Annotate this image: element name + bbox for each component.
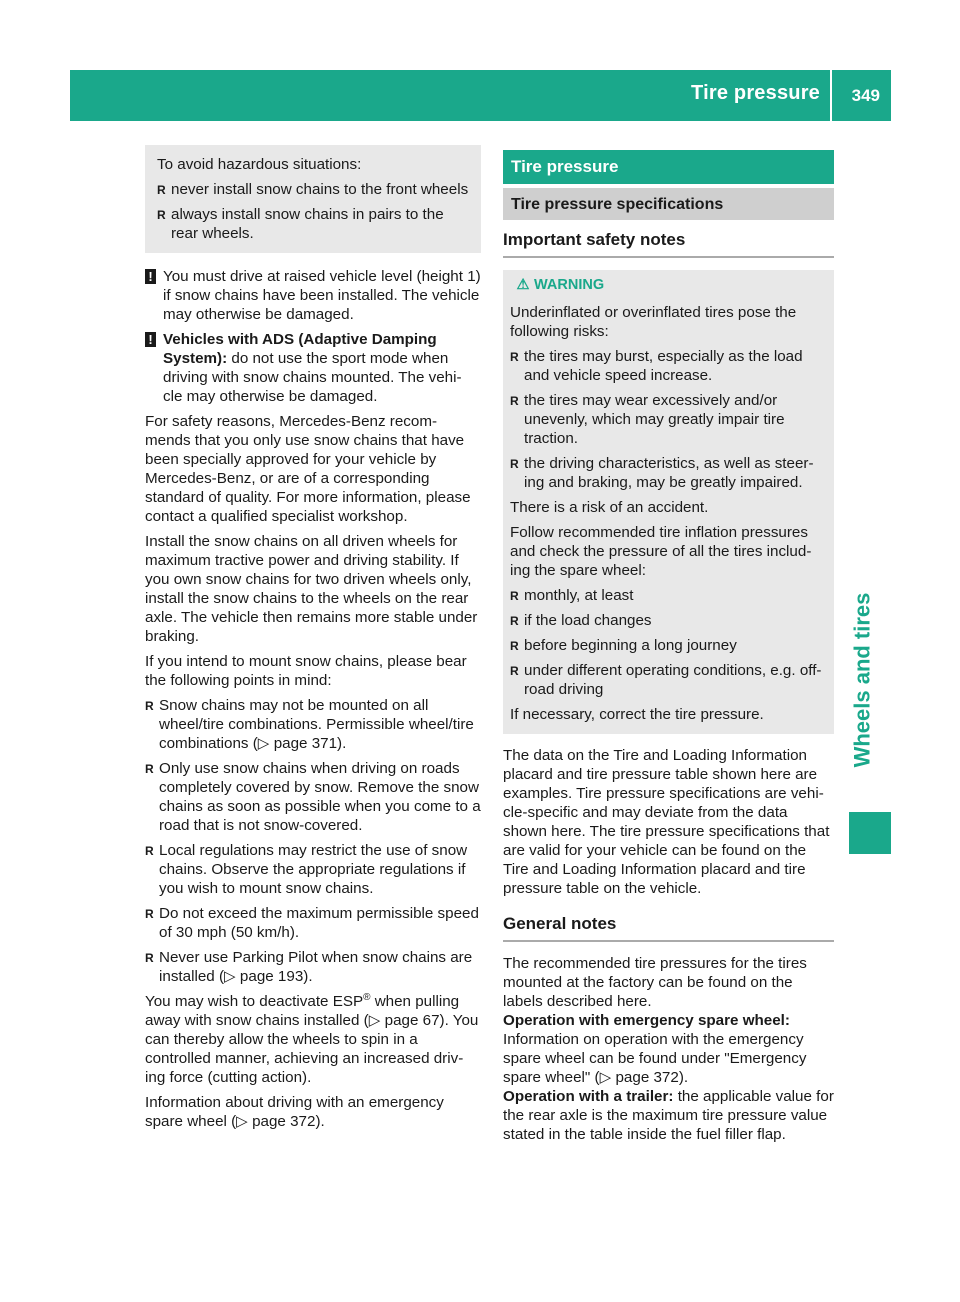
list-item: R before beginning a long journey xyxy=(510,636,822,655)
paragraph-spare xyxy=(503,1011,834,1087)
warning-end: If necessary, correct the tire pressure. xyxy=(510,706,764,723)
note-text: You must drive at raised vehicle level (height 1) if snow chains have been installed. The vehicle may otherwise be damaged. xyxy=(163,268,481,323)
list-item: R monthly, at least xyxy=(510,586,822,605)
text: when pulling away with snow chains installed ( xyxy=(145,993,460,1029)
pageref-icon: ▷ xyxy=(224,968,236,985)
list-item-text: Never use Parking Pilot when snow chains are installed ( xyxy=(159,949,473,985)
text: You may wish to deactivate ESP xyxy=(145,993,364,1010)
list-item-text: Snow chains may not be mounted on all wheel/tire combinations. Permissible wheel/tire combinations ( xyxy=(159,697,474,752)
list-item xyxy=(145,948,481,986)
list-item: R the tires may wear excessively and/or unevenly, which may greatly impair tire traction. xyxy=(510,391,822,448)
exclamation-icon: ! xyxy=(145,269,156,284)
warning-box xyxy=(503,270,834,734)
list-item-end: ). xyxy=(337,735,347,752)
subsection-heading: Tire pressure specifications xyxy=(503,188,834,220)
side-label-text: Wheels and tires xyxy=(849,592,875,768)
text: Information about driving with an emergency spare wheel ( xyxy=(145,1094,444,1130)
warning-title-text: WARNING xyxy=(534,277,605,293)
list-item: R never install snow chains to the front wheels xyxy=(157,180,469,199)
registered-mark: ® xyxy=(363,991,371,1003)
pageref-icon: ▷ xyxy=(236,1113,248,1130)
page-link-text: page 371 xyxy=(273,735,338,752)
page-header xyxy=(70,70,891,121)
warning-title xyxy=(510,276,822,295)
section-side-label xyxy=(842,560,882,800)
left-column xyxy=(145,145,481,1137)
page-link[interactable] xyxy=(236,1113,315,1130)
note-text xyxy=(163,330,481,406)
page-link[interactable] xyxy=(369,1012,440,1029)
note-ads xyxy=(145,330,481,406)
list-item: R the tires may burst, especially as the load and vehicle speed increase. xyxy=(510,347,822,385)
paragraph: Install the snow chains on all driven wheels for maximum tractive power and driving stability. If you own snow chains for two driven wheels only, install the snow chains to the wheels on the rear axle. The vehicle then remains more stable under braking. xyxy=(145,533,478,645)
page-link-text: page 193 xyxy=(239,968,304,985)
bold-label: Operation with emergency spare wheel: xyxy=(503,1012,790,1029)
text: Information on operation with the emergency spare wheel can be found under "Emergency spare wheel" ( xyxy=(503,1031,807,1086)
warning-risk: There is a risk of an accident. xyxy=(510,499,709,516)
paragraph: The data on the Tire and Loading Information placard and tire pressure table shown here are examples. Tire pressure specifications are vehi- cle-specific and may deviate from the data shown here. The tire pressure specifications that are valid for your vehicle can be found on the Tire and Loading Information placard and tire pressure table on the vehicle. xyxy=(503,747,830,897)
general-notes-heading: General notes xyxy=(503,914,834,942)
paragraph-trailer xyxy=(503,1087,834,1144)
warning-follow: Follow recommended tire inflation pressures and check the pressure of all the tires includ- ing the spare wheel: xyxy=(510,524,812,579)
list-item: R the driving characteristics, as well as steer- ing and braking, may be greatly impaired. xyxy=(510,454,822,492)
note-bold: Vehicles with ADS (Adaptive Damping System): xyxy=(163,331,437,367)
page-link-text: page 67 xyxy=(384,1012,440,1029)
list-item: R always install snow chains in pairs to the rear wheels. xyxy=(157,205,469,243)
text: the applicable value for the rear axle is the maximum tire pressure value stated in the table inside the fuel filler flap. xyxy=(503,1088,834,1143)
safety-heading: Important safety notes xyxy=(503,230,834,258)
page-link[interactable] xyxy=(258,735,337,752)
exclamation-icon: ! xyxy=(145,332,156,347)
list-item: R under different operating conditions, e.g. off-road driving xyxy=(510,661,822,699)
header-title: Tire pressure xyxy=(691,82,820,104)
pageref-icon: ▷ xyxy=(368,1012,381,1029)
hazard-intro: To avoid hazardous situations: xyxy=(157,156,362,173)
bold-label: Operation with a trailer: xyxy=(503,1088,674,1105)
right-column xyxy=(503,150,834,1150)
page-link-text: page 372 xyxy=(252,1113,316,1130)
list-item: R Do not exceed the maximum permissible speed of 30 mph (50 km/h). xyxy=(145,904,481,942)
warning-intro: Underinflated or overinflated tires pose the following risks: xyxy=(510,304,797,340)
list-item xyxy=(145,696,481,753)
text: ). xyxy=(678,1069,689,1086)
pageref-icon: ▷ xyxy=(599,1069,612,1086)
paragraph: For safety reasons, Mercedes-Benz recom- mends that you only use snow chains that have been specially approved for your vehicle by Mercedes-Benz, or are of a corresponding standard of quality. For more information, please contact a qualified specialist workshop. xyxy=(145,413,471,525)
list-item: R if the load changes xyxy=(510,611,822,630)
note-raised-level xyxy=(145,267,481,324)
page-number: 349 xyxy=(851,86,880,105)
list-item: R Only use snow chains when driving on roads completely covered by snow. Remove the snow chains as soon as possible when you come to a road that is not snow-covered. xyxy=(145,759,481,835)
page-link[interactable] xyxy=(600,1069,679,1086)
paragraph-spare-wheel xyxy=(145,1093,481,1131)
list-item: R Local regulations may restrict the use of snow chains. Observe the appropriate regulations if you wish to mount snow chains. xyxy=(145,841,481,898)
page-link-text: page 372 xyxy=(615,1069,679,1086)
list-item-end: ). xyxy=(303,968,313,985)
header-divider xyxy=(830,70,832,121)
section-heading: Tire pressure xyxy=(503,150,834,184)
hazard-box xyxy=(145,145,481,253)
pageref-icon: ▷ xyxy=(257,735,270,752)
section-tab-marker xyxy=(849,812,891,854)
paragraph-esp xyxy=(145,992,481,1087)
text: ). You can thereby allow the wheels to spin in a controlled manner, achieving an increased driv- ing force (cutting action). xyxy=(145,1012,479,1086)
page-link[interactable] xyxy=(224,968,303,985)
text: ). xyxy=(315,1113,325,1130)
note-body: do not use the sport mode when driving with snow chains mounted. The vehi- cle may otherwise be damaged. xyxy=(163,350,462,405)
warning-icon: ⚠ xyxy=(516,277,530,293)
paragraph: If you intend to mount snow chains, please bear the following points in mind: xyxy=(145,653,467,689)
paragraph: The recommended tire pressures for the tires mounted at the factory can be found on the labels described here. xyxy=(503,955,807,1010)
